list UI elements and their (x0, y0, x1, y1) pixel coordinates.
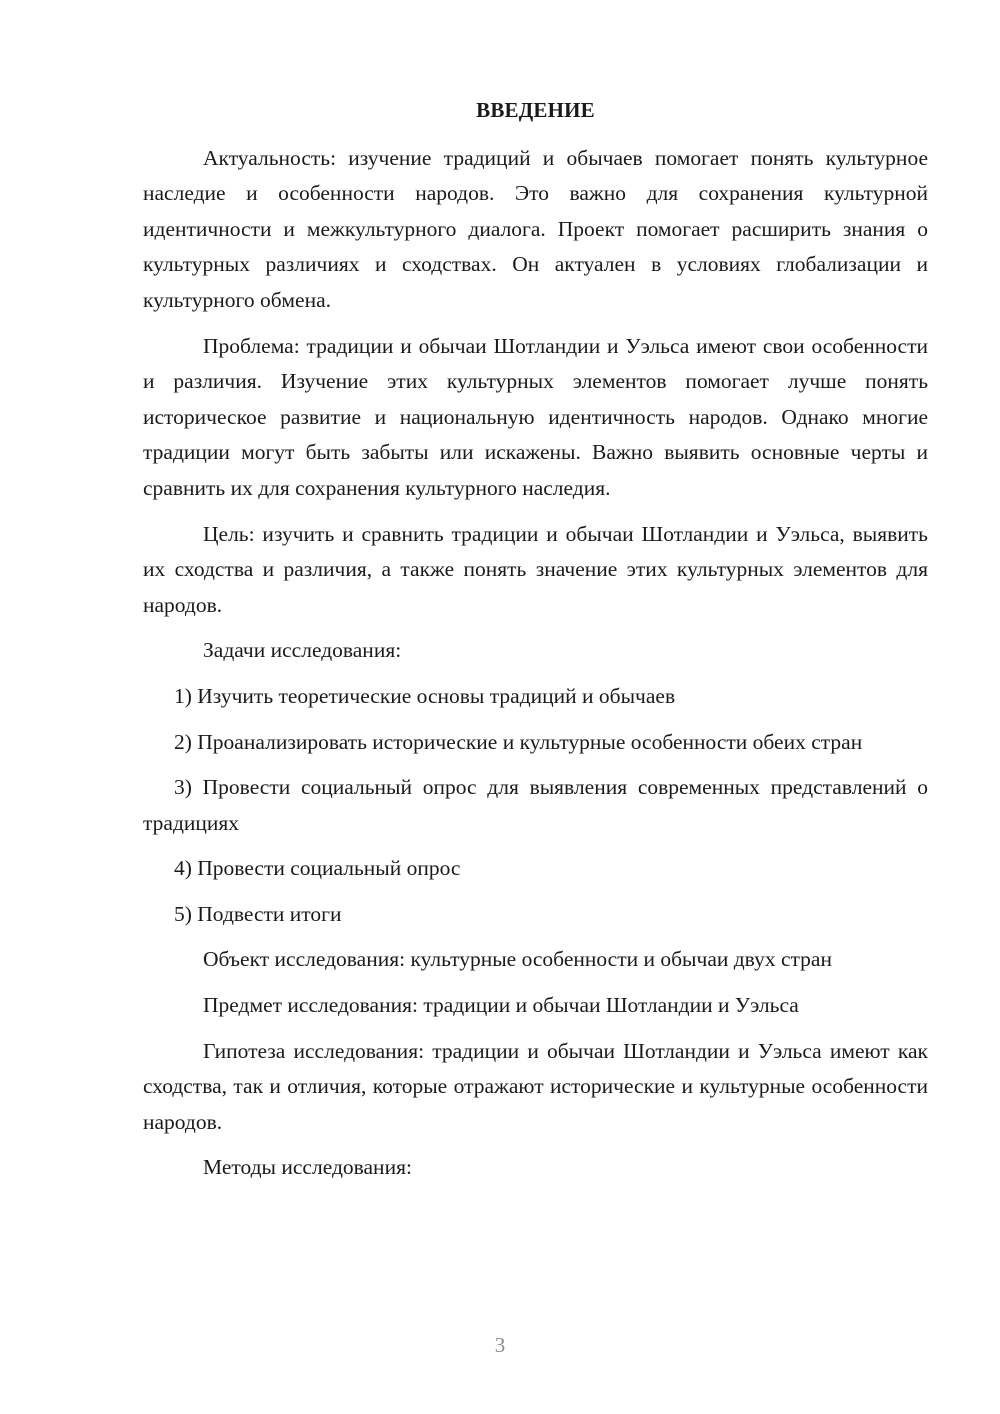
paragraph-methods-heading: Методы исследования: (203, 1155, 412, 1180)
paragraph-goal: Цель: изучить и сравнить традиции и обычаи Шотландии и Уэльса, выявить их сходства и различия, а также понять значение этих культурных элементов для народов. (143, 521, 928, 617)
paragraph-hypothesis: Гипотеза исследования: традиции и обычаи Шотландии и Уэльса имеют как сходства, так и отличия, которые отражают исторические и культурные особенности народов. (143, 1038, 928, 1134)
task-item-5: 5) Подвести итоги (174, 901, 342, 926)
paragraph-subject: Предмет исследования: традиции и обычаи Шотландии и Уэльса (203, 993, 799, 1018)
task-item-3: 3) Провести социальный опрос для выявления современных представлений о традициях (143, 775, 928, 835)
paragraph-relevance: Актуальность: изучение традиций и обычаев помогает понять культурное наследие и особенности народов. Это важно для сохранения культурной идентичности и межкультурного диалога. Проект помогает расширить знания о культурных различиях и сходствах. Он актуален в условиях глобализации и культурного обмена. (143, 145, 928, 312)
paragraph-tasks-heading: Задачи исследования: (203, 638, 402, 663)
page-number: 3 (494, 1333, 506, 1357)
section-title: ВВЕДЕНИЕ (476, 98, 595, 122)
paragraph-object: Объект исследования: культурные особенности и обычаи двух стран (203, 947, 832, 972)
task-item-1: 1) Изучить теоретические основы традиций и обычаев (174, 683, 676, 708)
page-content (143, 93, 928, 1196)
task-item-4: 4) Провести социальный опрос (174, 856, 461, 881)
task-item-2: 2) Проанализировать исторические и культурные особенности обеих стран (174, 729, 863, 754)
paragraph-problem: Проблема: традиции и обычаи Шотландии и Уэльса имеют свои особенности и различия. Изучение этих культурных элементов помогает лучше понять историческое развитие и национальную идентичность народов. Однако многие традиции могут быть забыты или искажены. Важно выявить основные черты и сравнить их для сохранения культурного наследия. (143, 333, 928, 500)
